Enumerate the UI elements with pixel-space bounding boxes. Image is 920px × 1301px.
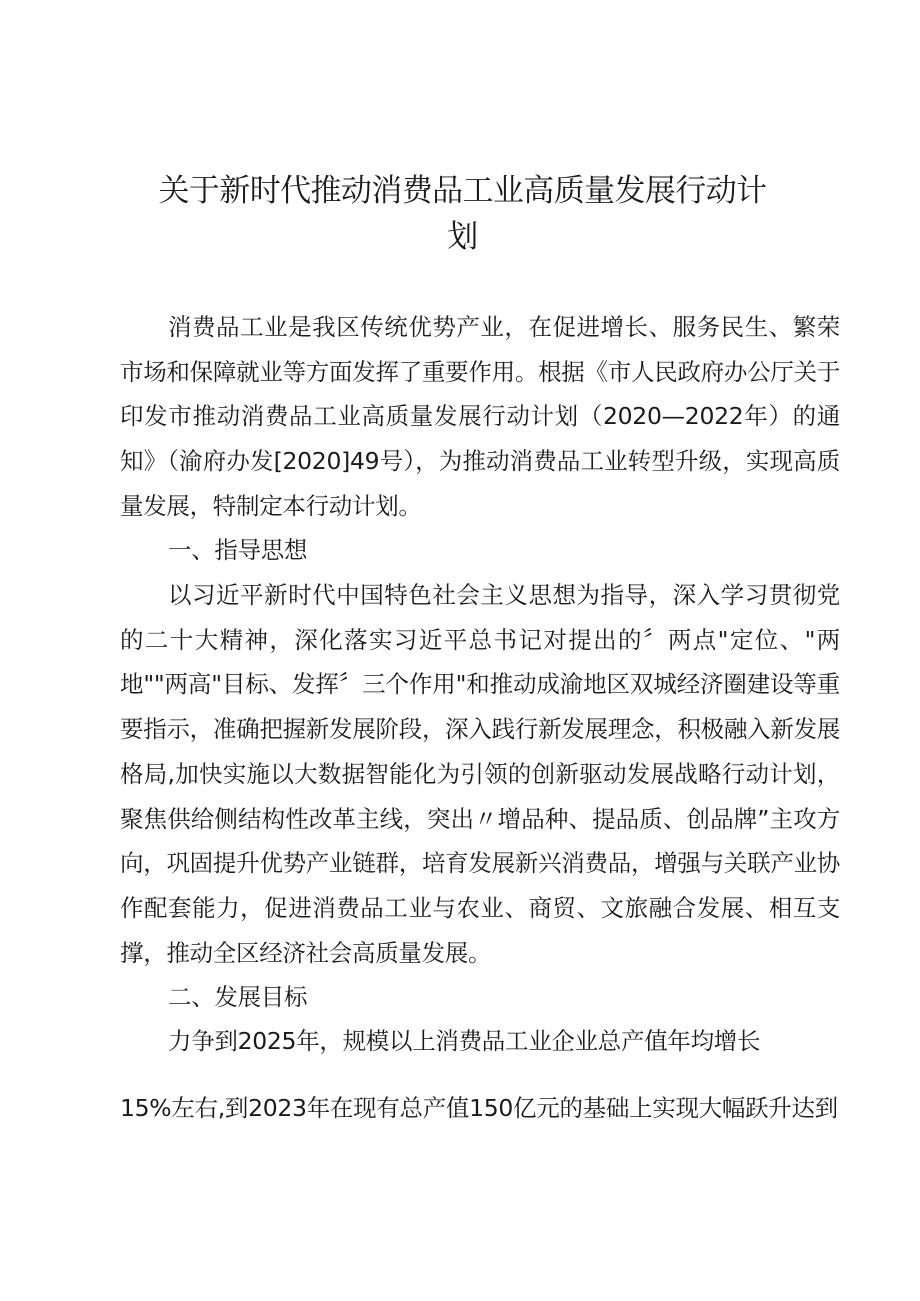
goals-paragraph-line-2: 15%左右,到2023年在现有总产值150亿元的基础上实现大幅跃升达到 — [120, 1094, 838, 1122]
section-heading-development-goals: 二、发展目标 — [168, 983, 308, 1011]
intro-paragraph: 消费品工业是我区传统优势产业，在促进增长、服务民生、繁荣市场和保障就业等方面发挥了重要作用。根据《市人民政府办公厅关于印发市推动消费品工业高质量发展行动计划（2020—2022年）的通知》（渝府办发[2020]49号），为推动消费品工业转型升级，实现高质量发展，特制定本行动计划。 — [120, 313, 840, 520]
goals-paragraph-line-1: 力争到2025年，规模以上消费品工业企业总产值年均增长 — [168, 1027, 761, 1055]
document-title: 关于新时代推动消费品工业高质量发展行动计划 — [158, 173, 767, 255]
guiding-ideology-paragraph: 以习近平新时代中国特色社会主义思想为指导，深入学习贯彻党的二十大精神，深化落实习近平总书记对提出的〞两点"定位、"两地""两高"目标、发挥〞三个作用"和推动成渝地区双城经济圈建设等重要指示，准确把握新发展阶段，深入践行新发展理念，积极融入新发展格局,加快实施以大数据智能化为引领的创新驱动发展战略行动计划，聚焦供给侧结构性改革主线，突出〃增品种、提品质、创品牌”主攻方向，巩固提升优势产业链群，培育发展新兴消费品，增强与关联产业协作配套能力，促进消费品工业与农业、商贸、文旅融合发展、相互支撑，推动全区经济社会高质量发展。 — [120, 581, 840, 967]
section-heading-guiding-ideology: 一、指导思想 — [168, 536, 308, 564]
